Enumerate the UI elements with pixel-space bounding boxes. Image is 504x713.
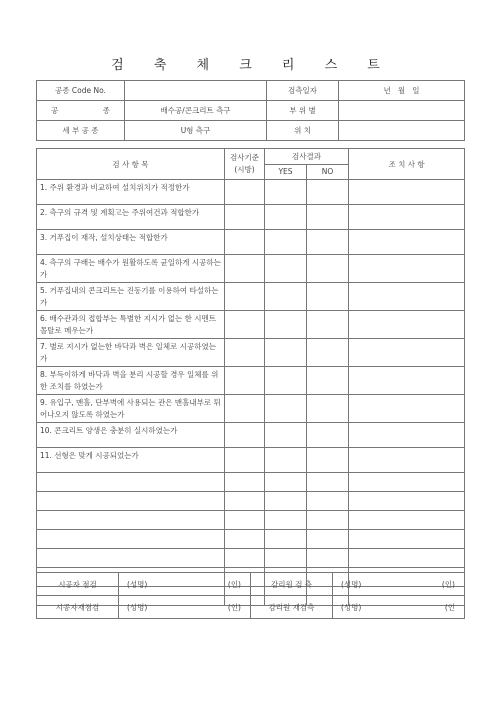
seal-label: (인 — [444, 602, 455, 612]
item-text: 3. 거푸집이 재작, 설치상태는 적합한가 — [37, 230, 225, 255]
label-code: 공종 Code No. — [37, 81, 125, 101]
contractor-signature-field[interactable] — [119, 573, 251, 596]
action-cell[interactable] — [349, 530, 465, 549]
item-text: 10. 콘크리트 양생은 충분히 실시하였는가 — [37, 423, 225, 448]
yes-cell[interactable] — [265, 395, 307, 423]
table-row — [37, 549, 465, 568]
action-cell[interactable] — [349, 448, 465, 473]
signature-row — [37, 596, 465, 619]
no-cell[interactable] — [307, 511, 349, 530]
header-row-work-type — [37, 101, 465, 121]
item-text: 7. 별로 지시가 없는한 바닥과 벽은 일체로 시공하였는가 — [37, 339, 225, 367]
table-row — [37, 339, 465, 367]
yes-cell[interactable] — [265, 511, 307, 530]
item-text[interactable] — [37, 473, 225, 492]
contractor-recheck-signature-field[interactable] — [119, 596, 251, 619]
yes-cell[interactable] — [265, 367, 307, 395]
yes-cell[interactable] — [265, 339, 307, 367]
header-row-sub-type — [37, 121, 465, 141]
yes-cell[interactable] — [265, 448, 307, 473]
no-cell[interactable] — [307, 339, 349, 367]
no-cell[interactable] — [307, 395, 349, 423]
col-yes: YES — [265, 164, 307, 180]
table-row — [37, 367, 465, 395]
action-cell[interactable] — [349, 549, 465, 568]
no-cell[interactable] — [307, 448, 349, 473]
standard-cell[interactable] — [225, 283, 265, 311]
value-sub-type[interactable]: U형 측구 — [125, 121, 267, 141]
col-standard: 검사기준 (시방) — [225, 149, 265, 180]
col-no: NO — [307, 164, 349, 180]
label-work-type: 공 종 — [37, 101, 125, 121]
name-label: (성명) — [341, 602, 362, 612]
name-label: (성명) — [127, 579, 148, 589]
supervisor-reinspect-signature-field[interactable] — [333, 596, 465, 619]
standard-cell[interactable] — [225, 530, 265, 549]
table-row — [37, 492, 465, 511]
item-text[interactable] — [37, 530, 225, 549]
no-cell[interactable] — [307, 423, 349, 448]
action-cell[interactable] — [349, 492, 465, 511]
standard-cell[interactable] — [225, 492, 265, 511]
action-cell[interactable] — [349, 339, 465, 367]
action-cell[interactable] — [349, 395, 465, 423]
label-supervisor-reinspect: 감리원 재검측 — [251, 596, 333, 619]
action-cell[interactable] — [349, 283, 465, 311]
col-action: 조 치 사 항 — [349, 149, 465, 180]
standard-cell[interactable] — [225, 423, 265, 448]
standard-cell[interactable] — [225, 549, 265, 568]
action-cell[interactable] — [349, 311, 465, 339]
item-text[interactable] — [37, 549, 225, 568]
no-cell[interactable] — [307, 367, 349, 395]
value-part[interactable] — [339, 101, 465, 121]
yes-cell[interactable] — [265, 530, 307, 549]
no-cell[interactable] — [307, 230, 349, 255]
items-body — [37, 180, 465, 606]
no-cell[interactable] — [307, 549, 349, 568]
standard-cell[interactable] — [225, 230, 265, 255]
item-text: 1. 주위 환경과 비교하여 설치위치가 적정한가 — [37, 180, 225, 205]
standard-cell[interactable] — [225, 311, 265, 339]
standard-cell[interactable] — [225, 448, 265, 473]
page-title: 검 축 체 크 리 스 트 — [111, 58, 393, 73]
col-item: 검 사 항 목 — [37, 149, 225, 180]
label-date: 검측일자 — [267, 81, 339, 101]
standard-cell[interactable] — [225, 180, 265, 205]
standard-cell[interactable] — [225, 339, 265, 367]
value-work-type[interactable]: 배수공/콘크리트 측구 — [125, 101, 267, 121]
seal-label: (인) — [227, 602, 241, 612]
item-text[interactable] — [37, 511, 225, 530]
label-sub-type: 세 부 공 종 — [37, 121, 125, 141]
item-text: 4. 측구의 구배는 배수가 원활하도록 균일하게 시공하는가 — [37, 255, 225, 283]
action-cell[interactable] — [349, 423, 465, 448]
standard-cell[interactable] — [225, 367, 265, 395]
label-part: 부 위 별 — [267, 101, 339, 121]
action-cell[interactable] — [349, 367, 465, 395]
yes-cell[interactable] — [265, 180, 307, 205]
label-supervisor-inspect: 감리원 검 측 — [251, 573, 333, 596]
col-result: 검사결과 — [265, 149, 349, 165]
yes-cell[interactable] — [265, 255, 307, 283]
header-row-code — [37, 81, 465, 101]
item-text[interactable] — [37, 492, 225, 511]
yes-cell[interactable] — [265, 473, 307, 492]
action-cell[interactable] — [349, 255, 465, 283]
signature-table — [36, 572, 465, 619]
item-text: 11. 선형은 맞게 시공되었는가 — [37, 448, 225, 473]
table-row — [37, 530, 465, 549]
yes-cell[interactable] — [265, 283, 307, 311]
seal-label: (인) — [227, 579, 241, 589]
no-cell[interactable] — [307, 255, 349, 283]
item-text: 2. 측구의 규격 및 계획고는 주위여건과 적합한가 — [37, 205, 225, 230]
action-cell[interactable] — [349, 205, 465, 230]
yes-cell[interactable] — [265, 492, 307, 511]
no-cell[interactable] — [307, 205, 349, 230]
inspection-table — [36, 148, 465, 606]
action-cell[interactable] — [349, 473, 465, 492]
standard-cell[interactable] — [225, 395, 265, 423]
no-cell[interactable] — [307, 492, 349, 511]
no-cell[interactable] — [307, 180, 349, 205]
yes-cell[interactable] — [265, 311, 307, 339]
table-row — [37, 283, 465, 311]
item-text: 6. 배수관과의 접합부는 특별한 지시가 없는 한 시멘트 몰탈로 메우는가 — [37, 311, 225, 339]
no-cell[interactable] — [307, 473, 349, 492]
item-text: 9. 유입구, 맨홀, 단부벽에 사용되는 관은 맨홀내부로 튀어나오지 않도록 하였는가 — [37, 395, 225, 423]
table-row — [37, 448, 465, 473]
name-label: (성명) — [341, 579, 362, 589]
action-cell[interactable] — [349, 230, 465, 255]
seal-label: (인) — [441, 579, 455, 589]
no-cell[interactable] — [307, 530, 349, 549]
value-code[interactable] — [125, 81, 267, 101]
header-table — [36, 80, 465, 141]
table-row — [37, 395, 465, 423]
standard-cell[interactable] — [225, 473, 265, 492]
item-text: 5. 거푸집내의 콘크리트는 진동기를 이용하여 타설하는가 — [37, 283, 225, 311]
table-row — [37, 180, 465, 205]
table-row — [37, 511, 465, 530]
no-cell[interactable] — [307, 283, 349, 311]
standard-cell[interactable] — [225, 255, 265, 283]
table-row — [37, 255, 465, 283]
table-row — [37, 473, 465, 492]
label-location: 위 치 — [267, 121, 339, 141]
label-contractor-recheck: 시공자재점검 — [37, 596, 119, 619]
name-label: (성명) — [127, 602, 148, 612]
supervisor-signature-field[interactable] — [333, 573, 465, 596]
standard-cell[interactable] — [225, 511, 265, 530]
yes-cell[interactable] — [265, 549, 307, 568]
column-header-row — [37, 149, 465, 165]
table-row — [37, 205, 465, 230]
item-text: 8. 부득이하게 바닥과 벽을 분리 시공할 경우 일체를 위한 조치를 하였는가 — [37, 367, 225, 395]
action-cell[interactable] — [349, 511, 465, 530]
table-row — [37, 230, 465, 255]
action-cell[interactable] — [349, 180, 465, 205]
yes-cell[interactable] — [265, 230, 307, 255]
signature-row — [37, 573, 465, 596]
no-cell[interactable] — [307, 311, 349, 339]
yes-cell[interactable] — [265, 423, 307, 448]
value-date[interactable]: 년 월 일 — [339, 81, 465, 101]
yes-cell[interactable] — [265, 205, 307, 230]
label-contractor-check: 시공자 점검 — [37, 573, 119, 596]
table-row — [37, 423, 465, 448]
table-row — [37, 311, 465, 339]
standard-cell[interactable] — [225, 205, 265, 230]
value-location[interactable] — [339, 121, 465, 141]
